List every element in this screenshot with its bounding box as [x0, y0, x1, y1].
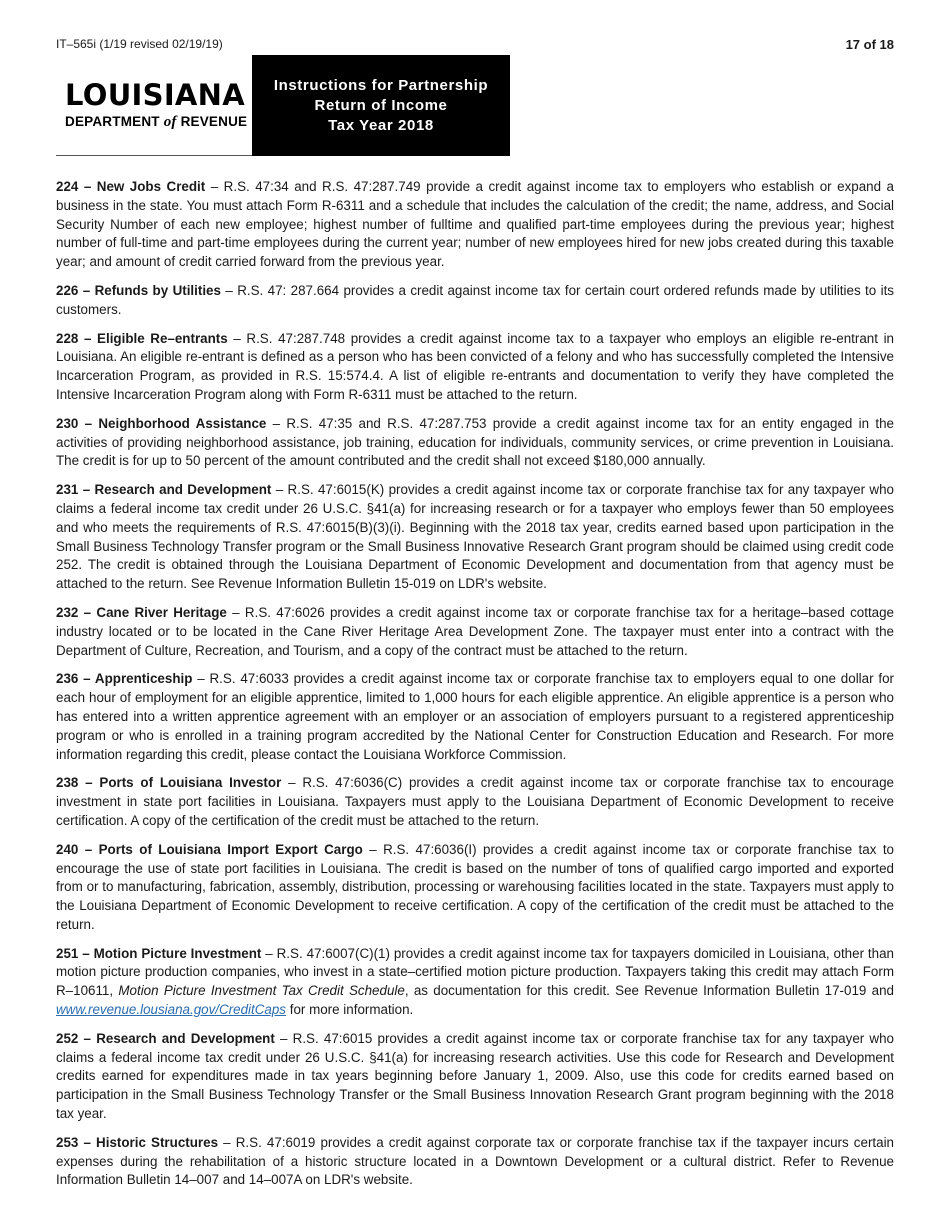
credit-226-paragraph — [56, 282, 894, 320]
credit-code-heading: 231 – Research and Development — [56, 482, 272, 498]
credit-251-paragraph — [56, 945, 894, 1020]
title-line-1: Instructions for Partnership — [273, 77, 489, 94]
credit-description: – R.S. 47:6036(I) provides a credit against income tax or corporate franchise tax to encourage the use of state port facilities in Louisiana. The credit is based on the number of tons of qualified cargo imported and exported from or to manufacturing, fabrication, assembly, distribution, processing or warehousing facilities located in the state. Taxpayers must apply to the Louisiana Department of Economic Development to receive certification. A copy of the certification of the credit must be attached to the return. — [56, 841, 894, 932]
credit-238-paragraph — [56, 774, 894, 830]
credit-description-cont: , as documentation for this credit. See Revenue Information Bulletin 17-019 and — [404, 983, 894, 999]
credit-caps-link[interactable]: www.revenue.lousiana.gov/CreditCaps — [56, 1002, 286, 1018]
credit-description: – R.S. 47:34 and R.S. 47:287.749 provide a credit against income tax to employers who establish or expand a business in the state. You must attach Form R-6311 and a schedule that includes the calculation of the credit; the name, address, and Social Security Number of each new employee; highest number of fulltime and qualified part-time employees during the previous year; highest number of full-time and part-time employees during the current year; number of new employees hired for new jobs created during this taxable year; and amount of credit carried forward from the previous year. — [56, 179, 894, 270]
ldr-logo — [56, 55, 252, 156]
credit-description: – R.S. 47: 287.664 provides a credit against income tax for certain court ordered refunds made by utilities to its customers. — [56, 282, 894, 317]
logo-sub-text — [65, 114, 247, 131]
credit-code-instructions — [56, 178, 894, 1200]
page-number: 17 of 18 — [845, 37, 894, 52]
credit-code-heading: 238 – Ports of Louisiana Investor — [56, 775, 282, 791]
credit-description: – R.S. 47:6015 provides a credit against income tax or corporate franchise tax for any taxpayer who claims a federal income tax credit under 26 U.S.C. §41(a) for increasing research activities. Use this code for Research and Development credits earned for expenditures made in tax years beginning before January 1, 2009. Also, use this code for credits earned based on participation in the Small Business Technology Transfer or the Small Business Innovation Research Grant program beginning with the 2018 tax year. — [56, 1030, 894, 1122]
title-line-3: Tax Year 2018 — [328, 117, 434, 134]
credit-236-paragraph — [56, 670, 894, 764]
credit-code-heading: 253 – Historic Structures — [56, 1134, 219, 1150]
logo-main-text: LOUISIANA — [65, 78, 245, 112]
credit-code-heading: 252 – Research and Development — [56, 1030, 275, 1046]
credit-code-heading: 224 – New Jobs Credit — [56, 179, 206, 194]
credit-240-paragraph — [56, 841, 894, 935]
credit-description-end: for more information. — [286, 1002, 414, 1018]
credit-232-paragraph — [56, 604, 894, 660]
logo-sub-of: of — [163, 114, 177, 130]
credit-code-heading: 251 – Motion Picture Investment — [56, 945, 262, 961]
credit-description: – R.S. 47:6015(K) provides a credit against income tax or corporate franchise tax for any taxpayer who claims a federal income tax credit under 26 U.S.C. §41(a) for increasing research or for a taxpayer who employs fewer than 50 employees and who meets the requirements of R.S. 47:6015(B)(3)(i). Beginning with the 2018 tax year, credits earned based upon participation in the Small Business Technology Transfer program or the Small Business Innovative Research Grant program should be claimed using credit code 252. The credit is obtained through the Louisiana Department of Economic Development and documentation from that agency must be attached to the return. See Revenue Information Bulletin 15-019 on LDR's website. — [56, 482, 895, 592]
form-title-italic: Motion Picture Investment Tax Credit Schedule — [118, 983, 405, 999]
logo-sub-department: DEPARTMENT — [65, 114, 160, 129]
credit-description: – R.S. 47:6007(C)(1) provides a credit against income tax for taxpayers domiciled in Louisiana, other than motion picture production companies, who invest in a state–certified motion picture production. Taxpayers taking this credit may attach Form R–10611, — [56, 945, 894, 999]
credit-description: – R.S. 47:6033 provides a credit against income tax or corporate franchise tax to employers equal to one dollar for each hour of employment for an eligible apprentice, limited to 1,000 hours for each eligible apprentice. An eligible apprentice is a person who has entered into a written apprentice agreement with an employer or an association of employers pursuant to a registered apprenticeship program or who is enrolled in a training program accredited by the National Center for Construction Education and Research. For more information regarding this credit, please contact the Louisiana Workforce Commission. — [56, 671, 894, 762]
credit-code-heading: 236 – Apprenticeship — [56, 671, 193, 687]
credit-description: – R.S. 47:35 and R.S. 47:287.753 provide a credit against income tax for an entity engaged in the activities of providing neighborhood assistance, job training, education for individuals, community services, or crime prevention in Louisiana. The credit is for up to 50 percent of the amount contributed and the credit shall not exceed $180,000 annually. — [56, 415, 894, 469]
document-header — [56, 55, 510, 156]
credit-description: – R.S. 47:287.748 provides a credit against income tax to a taxpayer who employs an eligible re-entrant in Louisiana. An eligible re-entrant is defined as a person who has been convicted of a felony and who has successfully completed the Intensive Incarceration Program, as provided in R.S. 15:574.4. A list of eligible re-entrants and documentation to verify they have completed the Intensive Incarceration Program along with Form R-6311 must be attached to the return. — [56, 330, 895, 402]
credit-description: – R.S. 47:6026 provides a credit against income tax or corporate franchise tax for a heritage–based cottage industry located or to be located in the Cane River Heritage Area Development Zone. The taxpayer must enter into a contract with the Department of Culture, Recreation, and Tourism, and a copy of the contract must be attached to the return. — [56, 604, 895, 658]
logo-sub-revenue: REVENUE — [180, 114, 248, 129]
credit-code-heading: 228 – Eligible Re–entrants — [56, 330, 228, 346]
credit-231-paragraph — [56, 481, 894, 594]
credit-230-paragraph — [56, 415, 894, 471]
form-id: IT–565i (1/19 revised 02/19/19) — [56, 37, 223, 51]
title-line-2: Return of Income — [314, 97, 448, 114]
credit-252-paragraph — [56, 1030, 894, 1124]
credit-code-heading: 226 – Refunds by Utilities — [56, 282, 221, 298]
credit-253-paragraph — [56, 1134, 894, 1190]
credit-224-paragraph — [56, 178, 894, 272]
credit-228-paragraph — [56, 330, 894, 405]
document-title-box — [252, 55, 510, 156]
credit-code-heading: 232 – Cane River Heritage — [56, 604, 227, 620]
credit-description: – R.S. 47:6019 provides a credit against corporate tax or corporate franchise tax if the taxpayer incurs certain expenses during the rehabilitation of a historic structure located in a Downtown Development or a cultural district. Refer to Revenue Information Bulletin 14–007 and 14–007A on LDR's website. — [56, 1134, 894, 1188]
credit-description: – R.S. 47:6036(C) provides a credit against income tax or corporate franchise tax to encourage investment in state port facilities in Louisiana. Taxpayers must apply to the Louisiana Department of Economic Development to receive certification. A copy of the certification of the credit must be attached to the return. — [56, 775, 894, 828]
credit-code-heading: 230 – Neighborhood Assistance — [56, 415, 267, 431]
credit-code-heading: 240 – Ports of Louisiana Import Export Cargo — [56, 841, 363, 857]
